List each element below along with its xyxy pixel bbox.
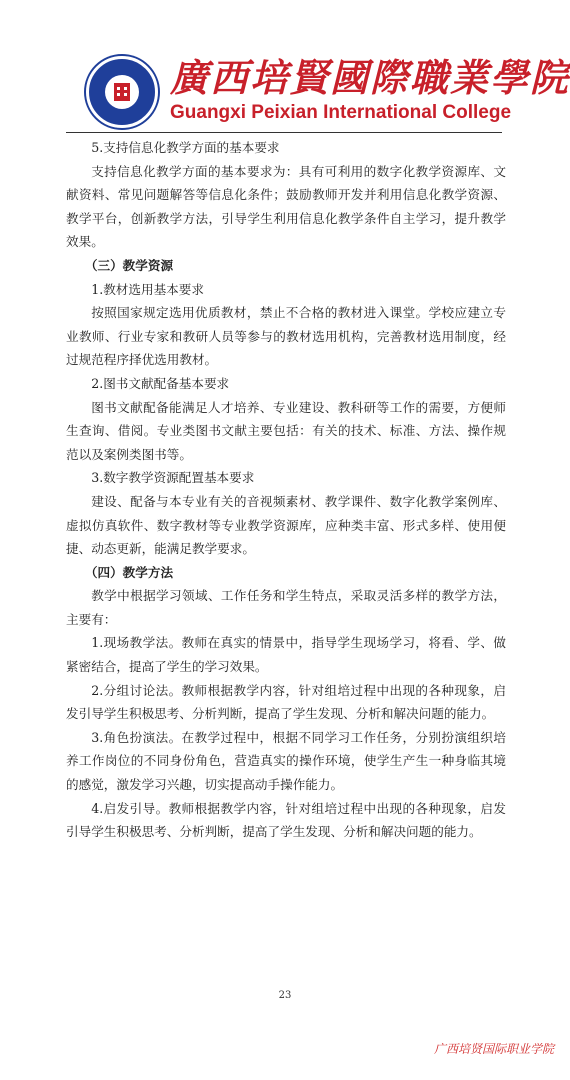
paragraph: 4.启发引导。教师根据教学内容，针对组培过程中出现的各种现象，启发引导学生积极思考、分析判断，提高了学生发现、分析和解决问题的能力。 [66, 800, 506, 840]
college-name-cn: 廣西培賢國際職業學院 [170, 55, 570, 100]
college-name-en: Guangxi Peixian International College [170, 102, 512, 123]
paragraph: 建设、配备与本专业有关的音视频素材、教学课件、数字化教学案例库、虚拟仿真软件、数字教材等专业教学资源库，应种类丰富、形式多样、使用便捷、动态更新，能满足教学要求。 [66, 493, 506, 557]
paragraph: 1.现场教学法。教师在真实的情景中，指导学生现场学习，将看、学、做紧密结合，提高了学生的学习效果。 [66, 635, 506, 675]
footer-brand-mark: 广西培贤国际职业学院 [433, 1042, 554, 1056]
paragraph: 5.支持信息化教学方面的基本要求 [91, 140, 280, 155]
paragraph: 按照国家规定选用优质教材，禁止不合格的教材进入课堂。学校应建立专业教师、行业专家和教研人员等参与的教材选用机构，完善教材选用制度，经过规范程序择优选用教材。 [66, 305, 506, 368]
paragraph: 支持信息化教学方面的基本要求为：具有可利用的数字化教学资源库、文献资料、常见问题解答等信息化条件；鼓励教师开发并利用信息化教学资源、教学平台，创新教学方法，引导学生利用信息化教学条件自主学习，提升教学效果。 [66, 163, 506, 250]
paragraph: 2.图书文献配备基本要求 [91, 375, 230, 391]
paragraph: 1.教材选用基本要求 [91, 281, 204, 297]
paragraph: 3.数字教学资源配置基本要求 [91, 470, 255, 486]
paragraph: 教学中根据学习领域、工作任务和学生特点，采取灵活多样的教学方法，主要有： [66, 588, 506, 627]
college-seal-logo-icon [86, 56, 158, 128]
page-number: 23 [278, 990, 292, 1001]
document-body [66, 136, 506, 844]
paragraph: 2.分组讨论法。教师根据教学内容，针对组培过程中出现的各种现象，启发引导学生积极思考、分析判断，提高了学生发现、分析和解决问题的能力。 [66, 682, 506, 722]
paragraph: 3.角色扮演法。在教学过程中，根据不同学习工作任务，分别扮演组织培养工作岗位的不同身份角色，营造真实的操作环境，使学生产生一种身临其境的感觉，激发学习兴趣，切实提高动手操作能力。 [66, 729, 506, 793]
college-header [78, 52, 570, 132]
paragraph: 图书文献配备能满足人才培养、专业建设、教科研等工作的需要，方便师生查询、借阅。专业类图书文献主要包括：有关的技术、标准、方法、操作规范以及案例类图书等。 [66, 399, 506, 462]
section-heading: （四）教学方法 [84, 564, 174, 580]
header-divider [66, 132, 502, 133]
section-heading: （三）教学资源 [84, 257, 174, 273]
